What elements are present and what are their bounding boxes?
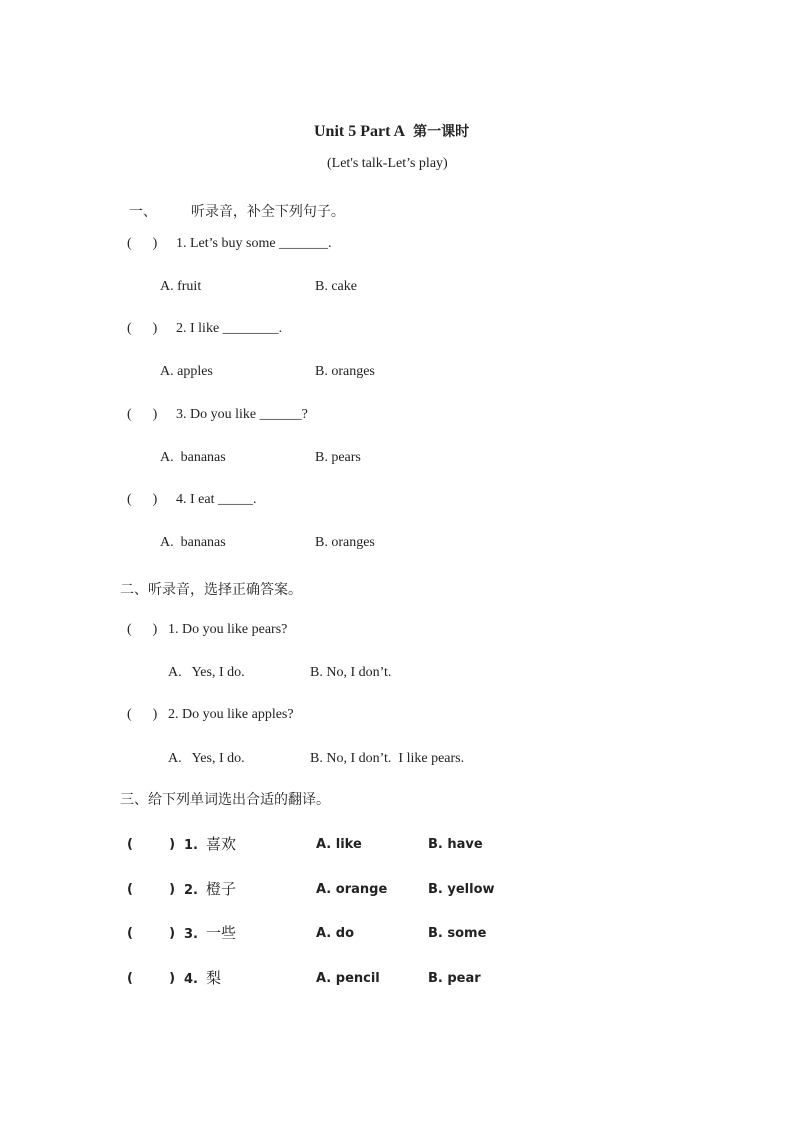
section3-item1-option-b[interactable]: B. have	[428, 837, 483, 852]
section2-q2-option-a[interactable]: A. Yes, I do.	[168, 751, 245, 766]
section1-q4-text: 4. I eat _____.	[176, 492, 257, 507]
section3-item2-option-b[interactable]: B. yellow	[428, 882, 495, 897]
section1-q3-option-b[interactable]: B. pears	[315, 450, 361, 465]
section3-item3-option-b[interactable]: B. some	[428, 926, 487, 941]
section3-item1-cn: 喜欢	[205, 835, 236, 853]
title-en: Unit 5 Part A	[314, 123, 406, 140]
section3-item4-cn: 梨	[205, 969, 221, 987]
section3-item1-word	[184, 837, 236, 852]
section3-item2-option-a[interactable]: A. orange	[316, 882, 388, 897]
section1-heading	[120, 191, 345, 219]
section1-q1-paren[interactable]: ( )	[127, 236, 158, 251]
section3-item4-option-a[interactable]: A. pencil	[316, 971, 380, 986]
section3-item4-option-b[interactable]: B. pear	[428, 971, 481, 986]
section3-item2-paren[interactable]: ( )	[127, 882, 176, 897]
section1-q4-option-b[interactable]: B. oranges	[315, 535, 375, 550]
title-cn: 第一课时	[413, 124, 470, 140]
section3-item2-num: 2.	[184, 883, 198, 898]
section3-item4-paren[interactable]: ( )	[127, 971, 176, 986]
section1-q1-text: 1. Let’s buy some _______.	[176, 236, 332, 251]
section1-q2-option-b[interactable]: B. oranges	[315, 364, 375, 379]
section3-item3-cn: 一些	[205, 924, 236, 942]
section1-q3-text: 3. Do you like ______?	[176, 407, 308, 422]
section1-q3-paren[interactable]: ( )	[127, 407, 158, 422]
section3-heading: 三、给下列单词选出合适的翻译。	[120, 792, 330, 808]
section1-q2-option-a[interactable]: A. apples	[160, 364, 213, 379]
section1-q1-option-b[interactable]: B. cake	[315, 279, 357, 294]
section3-item3-option-a[interactable]: A. do	[316, 926, 355, 941]
section3-item1-num: 1.	[184, 838, 198, 853]
page-title	[306, 108, 469, 140]
section1-q1-option-a[interactable]: A. fruit	[160, 279, 202, 294]
section3-item1-paren[interactable]: ( )	[127, 837, 176, 852]
section1-q3-option-a[interactable]: A. bananas	[160, 450, 226, 465]
section2-heading: 二、听录音，选择正确答案。	[120, 582, 302, 598]
section2-q2-option-b[interactable]: B. No, I don’t. I like pears.	[310, 751, 465, 766]
section2-q2-paren[interactable]: ( )	[127, 707, 158, 722]
page-subtitle: (Let's talk-Let’s play)	[327, 156, 448, 171]
section2-q1-option-b[interactable]: B. No, I don’t.	[310, 665, 392, 680]
section3-item4-word	[184, 971, 221, 986]
section3-item4-num: 4.	[184, 972, 198, 987]
section2-q1-text: 1. Do you like pears?	[168, 622, 288, 637]
section2-q1-paren[interactable]: ( )	[127, 622, 158, 637]
section3-item3-word	[184, 926, 236, 941]
section1-heading-text: 听录音，补全下列句子。	[190, 204, 345, 220]
section3-item3-num: 3.	[184, 927, 198, 942]
section1-heading-num: 一、	[128, 204, 157, 220]
section3-item2-cn: 橙子	[205, 880, 236, 898]
section3-item2-word	[184, 882, 236, 897]
section1-q2-text: 2. I like ________.	[176, 321, 283, 336]
section3-item3-paren[interactable]: ( )	[127, 926, 176, 941]
section1-q2-paren[interactable]: ( )	[127, 321, 158, 336]
section1-q4-option-a[interactable]: A. bananas	[160, 535, 226, 550]
section3-item1-option-a[interactable]: A. like	[316, 837, 362, 852]
section1-q4-paren[interactable]: ( )	[127, 492, 158, 507]
section2-q1-option-a[interactable]: A. Yes, I do.	[168, 665, 245, 680]
section2-q2-text: 2. Do you like apples?	[168, 707, 294, 722]
